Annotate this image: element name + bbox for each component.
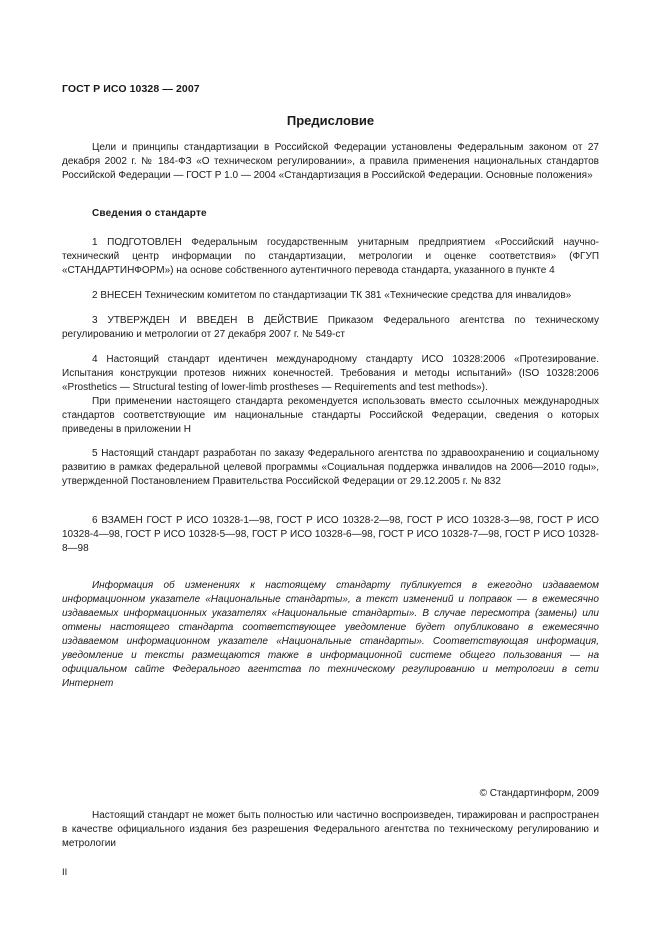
copyright: © Стандартинформ, 2009 (479, 788, 599, 799)
item-4-note: При применении настоящего стандарта рекомендуется использовать вместо ссылочных международных стандартов соответствующие им национальные стандарты Российской Федерации, сведения о которых приведены в приложении Н (62, 396, 599, 435)
page-title: Предисловие (286, 113, 375, 128)
item-1: 1 ПОДГОТОВЛЕН Федеральным государственным унитарным предприятием «Российский научно-технический центр информации по стандартизации, метрологии и оценке соответствия» (ФГУП «СТАНДАРТИНФОРМ») на основе собственного аутентичного перевода стандарта, указанного в пункте 4 (62, 237, 599, 276)
item-4: 4 Настоящий стандарт идентичен международному стандарту ИСО 10328:2006 «Протезирование. Испытания конструкции протезов нижних конечностей. Требования и методы испытаний» (ISO 10328:2006 «Prosthetics — Structural testing of lower-limb prostheses — Requirements and test methods»). (62, 354, 599, 393)
intro-paragraph: Цели и принципы стандартизации в Российской Федерации установлены Федеральным законом от 27 декабря 2002 г. № 184-ФЗ «О техническом регулировании», а правила применения национальных стандартов Российской Федерации — ГОСТ Р 1.0 — 2004 «Стандартизация в Российской Федерации. Основные положения» (62, 142, 599, 181)
info-paragraph: Информация об изменениях к настоящему стандарту публикуется в ежегодно издаваемом информационном указателе «Национальные стандарты», а текст изменений и поправок — в ежемесячно издаваемых информационных указателях «Национальные стандарты». В случае пересмотра (замены) или отмены настоящего стандарта соответствующее уведомление будет опубликовано в ежемесячно издаваемом информационном указателе «Национальные стандарты». Соответствующая информация, уведомление и тексты размещаются также в информационной системе общего пользования — на официальном сайте Федерального агентства по техническому регулированию и метрологии в сети Интернет (62, 580, 599, 689)
copyright-notice: Настоящий стандарт не может быть полностью или частично воспроизведен, тиражирован и распространен в качестве официального издания без разрешения Федерального агентства по техническому регулированию и метрологии (62, 810, 599, 849)
item-2: 2 ВНЕСЕН Техническим комитетом по стандартизации ТК 381 «Технические средства для инвалидов» (92, 290, 572, 301)
item-5: 5 Настоящий стандарт разработан по заказу Федерального агентства по здравоохранению и социальному развитию в рамках федеральной целевой программы «Социальная поддержка инвалидов на 2006—2010 годы», утвержденной Постановлением Правительства Российской Федерации от 29.12.2005 г. № 832 (62, 448, 599, 487)
subheading: Сведения о стандарте (92, 208, 207, 219)
document-header: ГОСТ Р ИСО 10328 — 2007 (62, 83, 200, 95)
item-6: 6 ВЗАМЕН ГОСТ Р ИСО 10328-1—98, ГОСТ Р ИСО 10328-2—98, ГОСТ Р ИСО 10328-3—98, ГОСТ Р ИСО 10328-4—98, ГОСТ Р ИСО 10328-5—98, ГОСТ Р ИСО 10328-6—98, ГОСТ Р ИСО 10328-7—98, ГОСТ Р ИСО 10328-8—98 (62, 515, 599, 554)
item-3: 3 УТВЕРЖДЕН И ВВЕДЕН В ДЕЙСТВИЕ Приказом Федерального агентства по техническому регулированию и метрологии от 27 декабря 2007 г. № 549-ст (62, 315, 599, 340)
page-number: II (62, 867, 68, 878)
